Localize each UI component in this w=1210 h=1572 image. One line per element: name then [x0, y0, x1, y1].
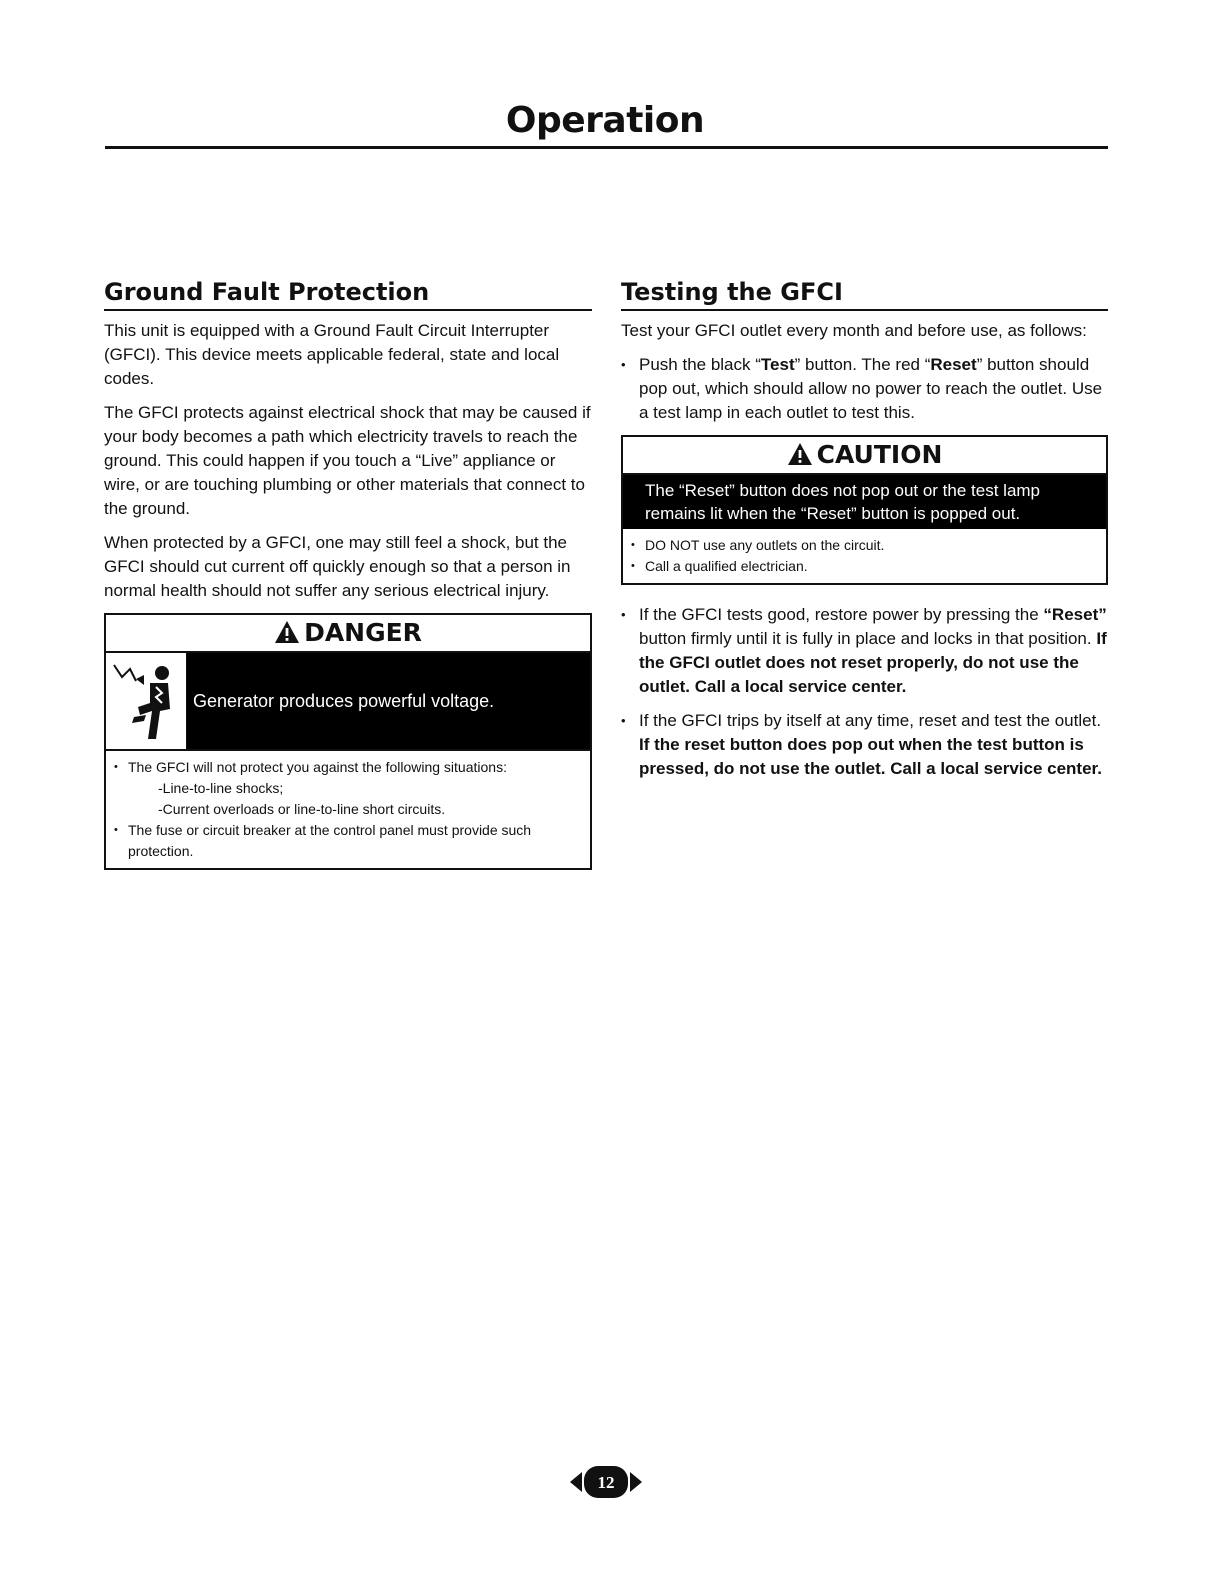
bold-run: If the GFCI outlet does not reset properly, do not use the outlet. Call a local service center. — [639, 629, 1107, 696]
text-run: If the GFCI trips by itself at any time, reset and test the outlet. — [639, 711, 1102, 730]
caution-box — [621, 435, 1108, 585]
ground-fault-section — [104, 278, 592, 888]
danger-message: Generator produces powerful voltage. — [187, 653, 590, 749]
danger-list — [106, 751, 590, 868]
danger-label: DANGER — [304, 618, 422, 647]
bold-run: Reset — [930, 355, 977, 374]
testing-gfci-section — [621, 278, 1108, 791]
danger-message-row — [106, 653, 590, 751]
intro-paragraph: Test your GFCI outlet every month and before use, as follows: — [621, 321, 1087, 340]
bold-run: If the reset button does pop out when the test button is pressed, do not use the outlet. Call a local service center. — [639, 735, 1102, 778]
ground-fault-heading: Ground Fault Protection — [104, 278, 592, 311]
danger-subitem: -Line-to-line shocks; — [158, 780, 284, 796]
test-steps-list — [621, 353, 1108, 425]
electric-shock-icon — [106, 653, 187, 749]
paragraph-3: When protected by a GFCI, one may still feel a shock, but the GFCI should cut current off quickly enough so that a person in normal health should not suffer any serious electrical injury. — [104, 533, 571, 600]
testing-gfci-heading: Testing the GFCI — [621, 278, 1108, 311]
caution-label: CAUTION — [816, 440, 943, 469]
caution-item: • Call a qualified electrician. — [629, 556, 1098, 577]
paragraph-1: This unit is equipped with a Ground Fault Circuit Interrupter (GFCI). This device meets applicable federal, state and local codes. — [104, 321, 560, 388]
test-steps-list-continued — [621, 603, 1108, 781]
page-number: 12 — [597, 1473, 615, 1492]
bold-run: Test — [760, 355, 795, 374]
caution-item: • DO NOT use any outlets on the circuit. — [629, 535, 1098, 556]
danger-item — [112, 757, 582, 820]
test-step-item — [621, 353, 1108, 425]
paragraph-2: The GFCI protects against electrical shock that may be caused if your body becomes a path which electricity travels to reach the ground. This could happen if you touch a “Live” appliance or wire, or are touching plumbing or other materials that connect to the ground. — [104, 403, 591, 518]
danger-subitem: -Current overloads or line-to-line short circuits. — [158, 801, 446, 817]
text-run: Push the black “ — [639, 355, 761, 374]
test-step-item — [621, 603, 1108, 699]
danger-item-text: The GFCI will not protect you against the following situations: — [128, 759, 507, 775]
page-number-badge — [570, 1464, 642, 1500]
caution-header — [623, 437, 1106, 475]
title-rule — [105, 146, 1108, 149]
warning-triangle-icon — [787, 440, 813, 476]
text-run: ” button. The red “ — [794, 355, 931, 374]
danger-box — [104, 613, 592, 870]
text-run: If the GFCI tests good, restore power by pressing the — [639, 605, 1044, 624]
bold-run: “Reset” — [1043, 605, 1107, 624]
text-run: button firmly until it is fully in place and locks in that position. — [639, 629, 1097, 648]
caution-list — [623, 529, 1106, 583]
danger-header — [106, 615, 590, 653]
danger-item: • The fuse or circuit breaker at the control panel must provide such protection. — [112, 820, 582, 862]
page-title: Operation — [505, 100, 705, 141]
caution-message: The “Reset” button does not pop out or the test lamp remains lit when the “Reset” button is popped out. — [623, 475, 1106, 529]
warning-triangle-icon — [274, 618, 300, 654]
text-run: ” button should pop out, which should allow no power to reach the outlet. Use a test lamp in each outlet to test this. — [639, 355, 1103, 422]
test-step-item — [621, 709, 1108, 781]
